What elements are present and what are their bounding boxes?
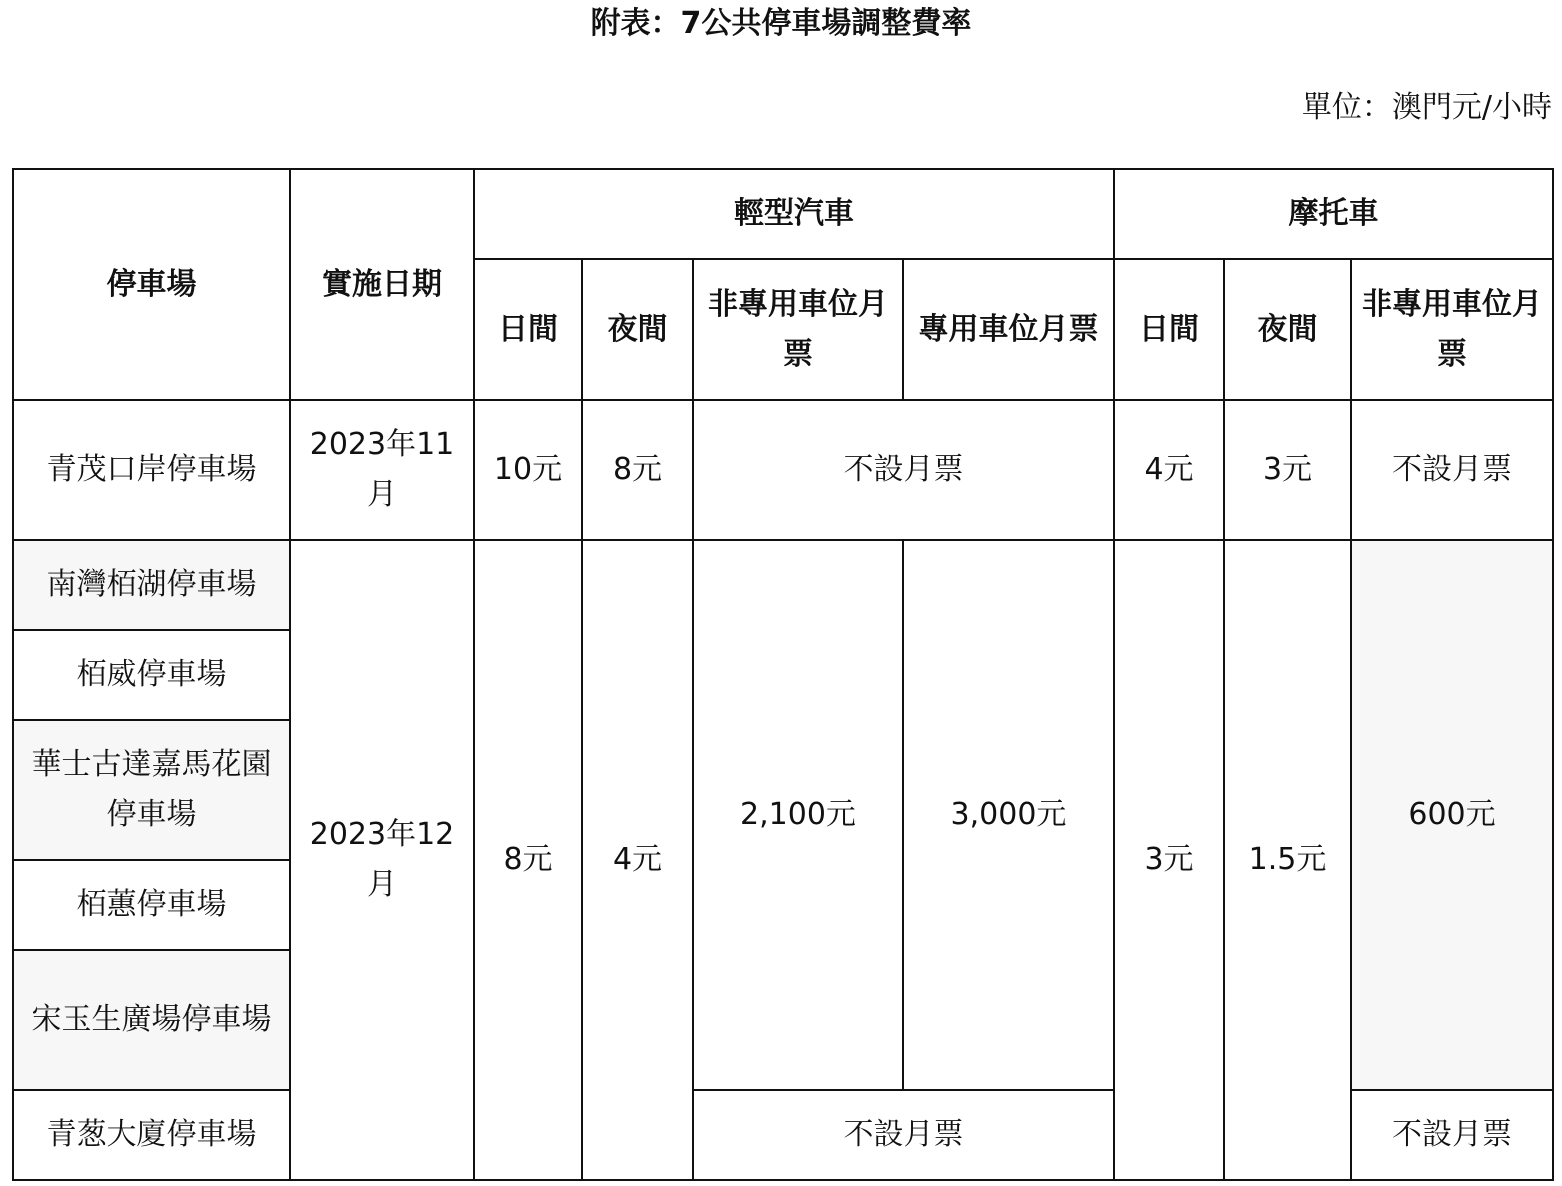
header-row-1 [13,169,1553,259]
header-car-non-reserved: 非專用車位月票 [693,259,903,400]
effective-date: 2023年12月 [290,540,474,1180]
parking-rates-table [12,168,1554,1181]
moto-night-rate: 3元 [1224,400,1351,540]
car-park-name: 華士古達嘉馬花園停車場 [13,720,290,860]
header-date: 實施日期 [290,169,474,400]
header-moto-night: 夜間 [1224,259,1351,400]
moto-monthly-pass: 不設月票 [1351,1090,1553,1180]
header-car-park: 停車場 [13,169,290,400]
car-park-name: 青茂口岸停車場 [13,400,290,540]
car-monthly-pass: 不設月票 [693,1090,1114,1180]
car-night-rate: 4元 [582,540,693,1180]
unit-label: 單位：澳門元/小時 [1301,90,1552,125]
moto-night-rate: 1.5元 [1224,540,1351,1180]
car-park-name: 栢威停車場 [13,630,290,720]
moto-monthly-pass: 不設月票 [1351,400,1553,540]
table-row [13,540,1553,630]
car-monthly-pass: 不設月票 [693,400,1114,540]
car-night-rate: 8元 [582,400,693,540]
header-car-night: 夜間 [582,259,693,400]
moto-day-rate: 4元 [1114,400,1224,540]
effective-date: 2023年11月 [290,400,474,540]
moto-monthly-pass: 600元 [1351,540,1553,1090]
header-light-vehicle: 輕型汽車 [474,169,1114,259]
page-title: 附表：7公共停車場調整費率 [590,6,972,41]
header-car-day: 日間 [474,259,582,400]
car-day-rate: 10元 [474,400,582,540]
header-moto-non-reserved: 非專用車位月票 [1351,259,1553,400]
car-park-name: 栢蕙停車場 [13,860,290,950]
car-reserved-monthly: 3,000元 [903,540,1114,1090]
car-park-name: 南灣栢湖停車場 [13,540,290,630]
car-park-name: 青葱大廈停車場 [13,1090,290,1180]
car-non-reserved-monthly: 2,100元 [693,540,903,1090]
car-day-rate: 8元 [474,540,582,1180]
header-car-reserved: 專用車位月票 [903,259,1114,400]
table-row [13,400,1553,540]
moto-day-rate: 3元 [1114,540,1224,1180]
header-motorcycle: 摩托車 [1114,169,1553,259]
header-moto-day: 日間 [1114,259,1224,400]
car-park-name: 宋玉生廣場停車場 [13,950,290,1090]
